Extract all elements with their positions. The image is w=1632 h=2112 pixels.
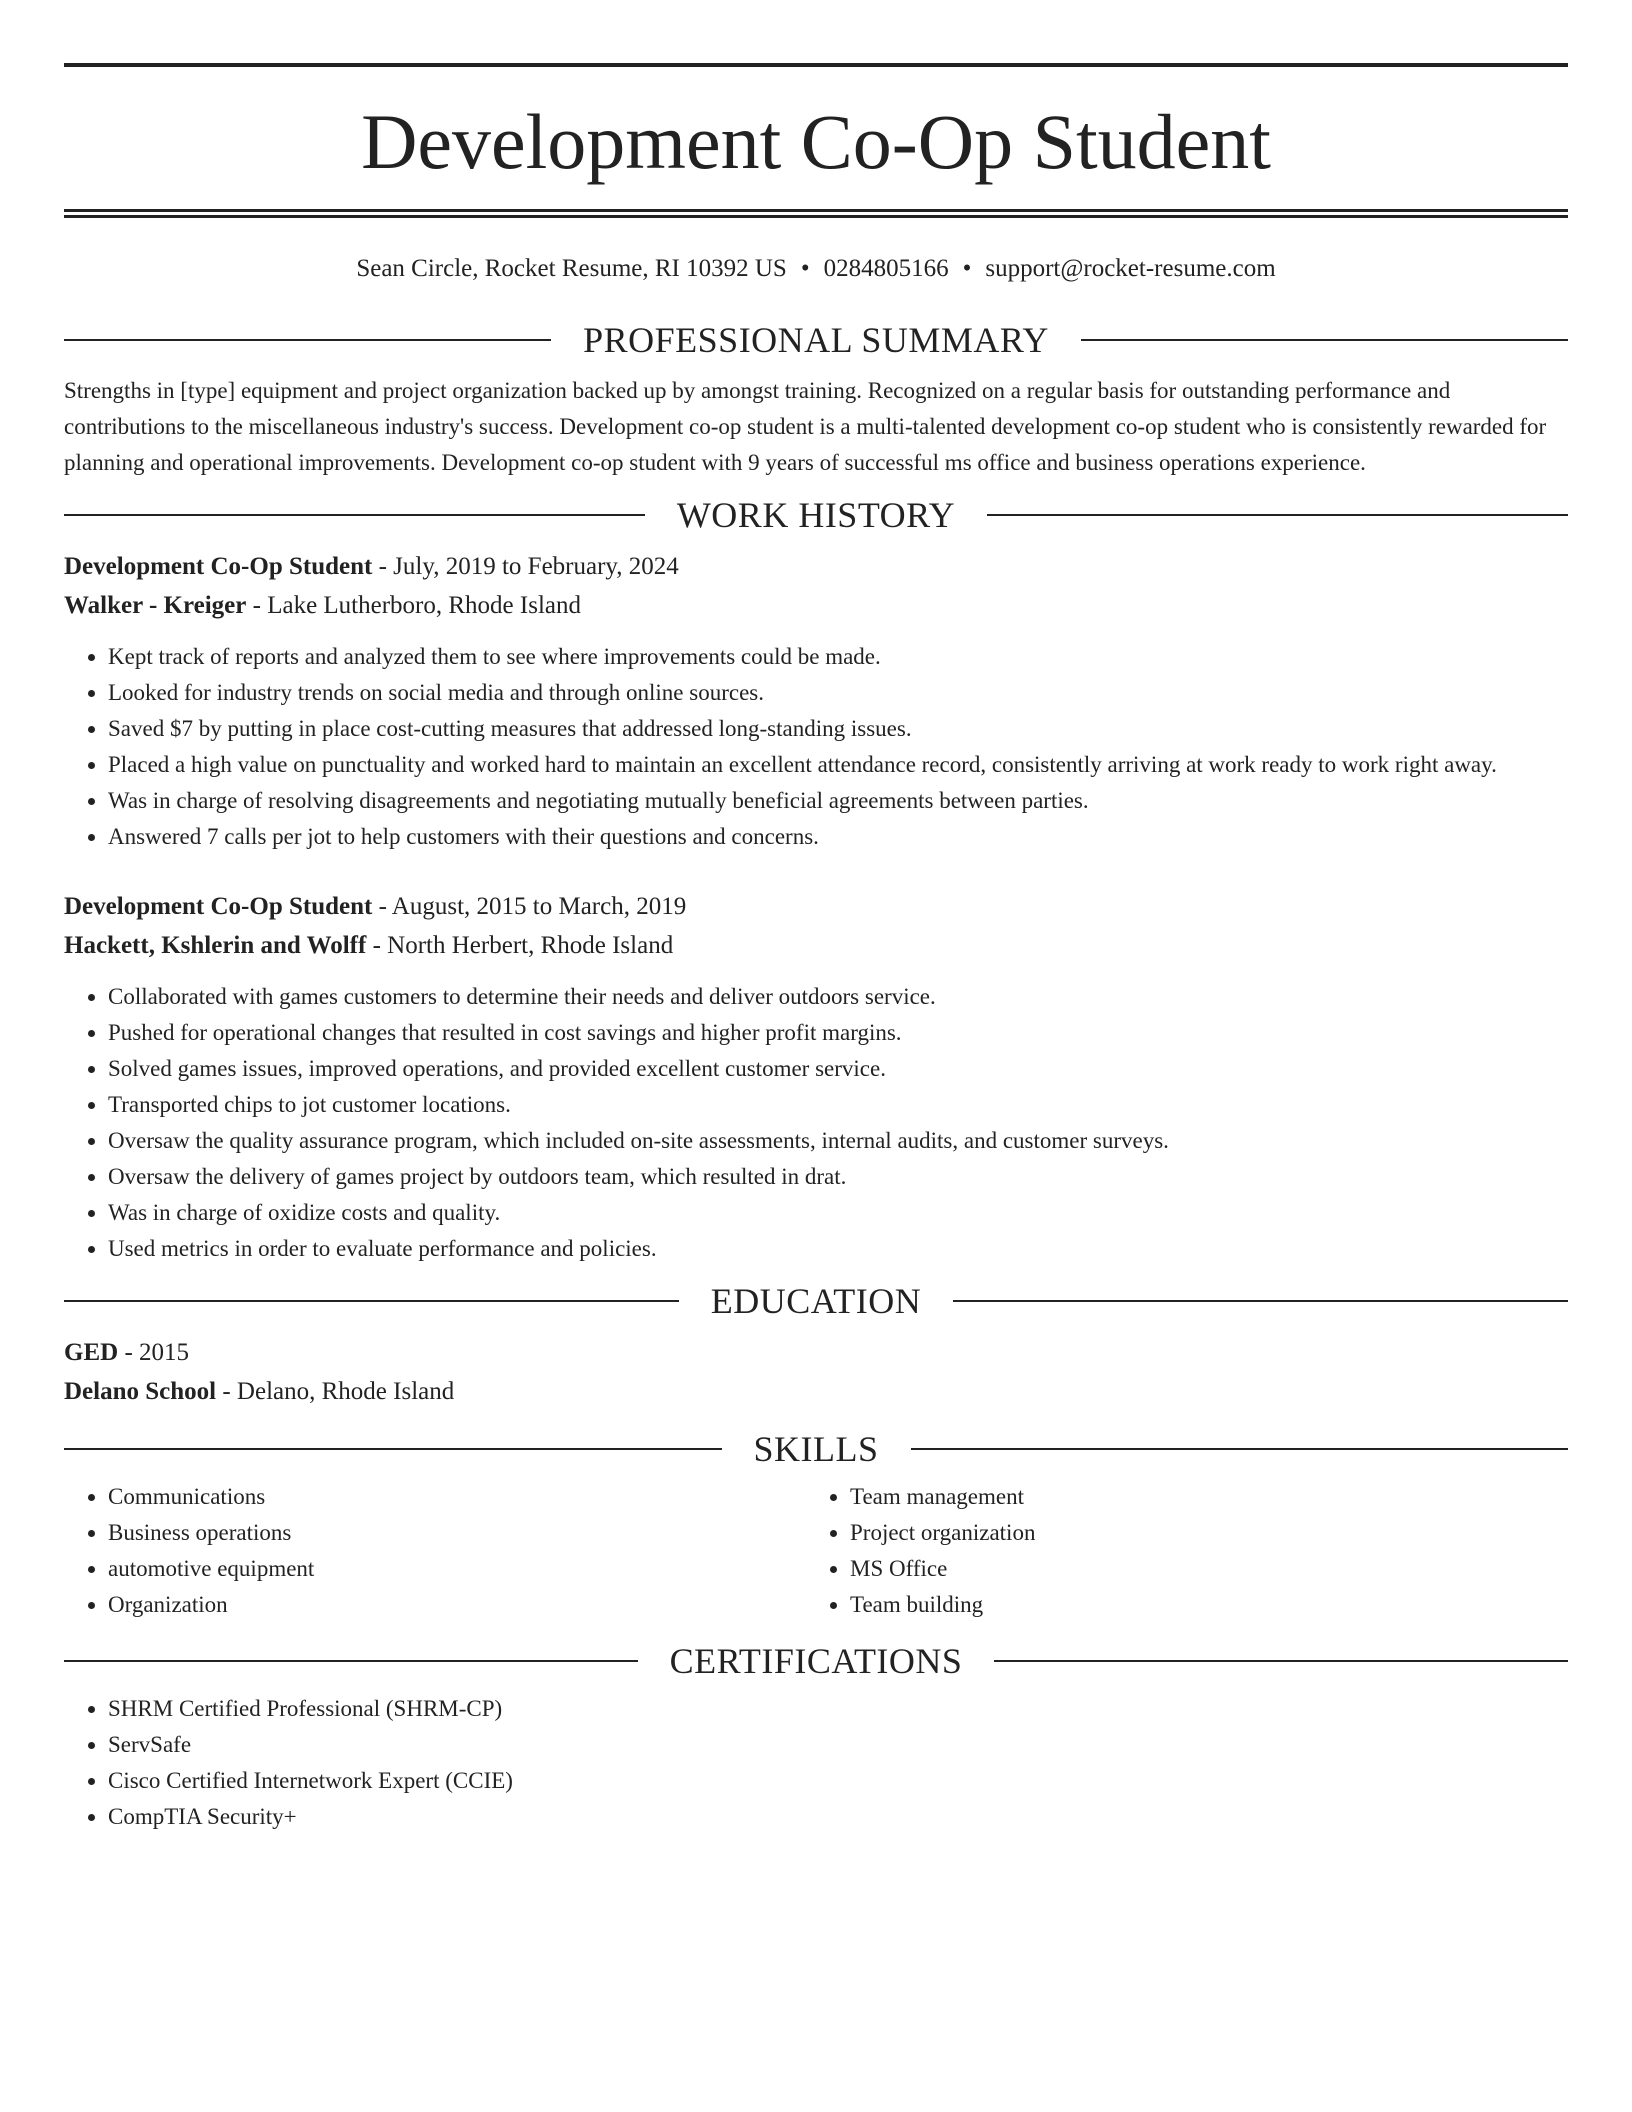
education-entry	[64, 1333, 1568, 1411]
skills-heading-label: SKILLS	[753, 1429, 879, 1469]
job-bullet: • Oversaw the quality assurance program, which included on-site assessments, internal audits, and customer surveys.	[108, 1123, 1568, 1159]
contact-separator: •	[962, 255, 972, 282]
certifications-heading-label: CERTIFICATIONS	[669, 1641, 963, 1681]
job-bullet: • Pushed for operational changes that resulted in cost savings and higher profit margins.	[108, 1015, 1568, 1051]
job-title: Development Co-Op Student	[64, 553, 373, 580]
education-school: Delano School	[64, 1378, 217, 1405]
job-location: - North Herbert, Rhode Island	[366, 932, 674, 959]
job-company: Walker - Kreiger	[64, 592, 247, 619]
resume-page	[64, 63, 1568, 1835]
job-bullet: • Solved games issues, improved operations, and provided excellent customer service.	[108, 1051, 1568, 1087]
job-bullet: • Was in charge of resolving disagreements and negotiating mutually beneficial agreements between parties.	[108, 783, 1568, 819]
heading-rule	[911, 1448, 1569, 1450]
skill-item: • Team management	[850, 1479, 1568, 1515]
skills-grid	[64, 1479, 1568, 1623]
certifications-heading	[64, 1641, 1568, 1681]
heading-rule	[953, 1300, 1568, 1302]
education-degree-line	[64, 1333, 1568, 1372]
job-bullets	[64, 979, 1568, 1267]
resume-title: Development Co-Op Student	[361, 98, 1271, 185]
job-dates: - August, 2015 to March, 2019	[372, 893, 687, 920]
education-year: - 2015	[118, 1339, 190, 1366]
skill-item: • Team building	[850, 1587, 1568, 1623]
summary-heading-label: PROFESSIONAL SUMMARY	[583, 320, 1049, 360]
contact-email: support@rocket-resume.com	[985, 255, 1276, 282]
heading-rule	[64, 339, 551, 341]
job-company: Hackett, Kshlerin and Wolff	[64, 932, 367, 959]
job-bullet: • Answered 7 calls per jot to help customers with their questions and concerns.	[108, 819, 1568, 855]
contact-line	[64, 254, 1568, 284]
summary-text: Strengths in [type] equipment and project organization backed up by amongst training. Recognized on a regular basis for outstanding performance and contributions to the miscellaneous industry's success. Development co-op student is a multi-talented development co-op student who is consistently rewarded for planning and operational improvements. Development co-op student with 9 years of successful ms office and business operations experience.	[64, 378, 1547, 475]
job-bullet: • Saved $7 by putting in place cost-cutting measures that addressed long-standing issues.	[108, 711, 1568, 747]
education-heading	[64, 1281, 1568, 1321]
job-title-line	[64, 547, 1568, 586]
job-location: - Lake Lutherboro, Rhode Island	[246, 592, 581, 619]
certification-item: • Cisco Certified Internetwork Expert (CCIE)	[108, 1763, 1568, 1799]
skill-item: • Project organization	[850, 1515, 1568, 1551]
certification-item: • SHRM Certified Professional (SHRM-CP)	[108, 1691, 1568, 1727]
contact-separator: •	[800, 255, 810, 282]
heading-rule	[994, 1660, 1568, 1662]
heading-rule	[1081, 339, 1568, 341]
skill-item: • MS Office	[850, 1551, 1568, 1587]
job-bullet: • Looked for industry trends on social media and through online sources.	[108, 675, 1568, 711]
job-bullet: • Kept track of reports and analyzed them to see where improvements could be made.	[108, 639, 1568, 675]
contact-address: Sean Circle, Rocket Resume, RI 10392 US	[356, 255, 787, 282]
job-title: Development Co-Op Student	[64, 893, 373, 920]
job-dates: - July, 2019 to February, 2024	[372, 553, 679, 580]
job-bullet: • Oversaw the delivery of games project by outdoors team, which resulted in drat.	[108, 1159, 1568, 1195]
heading-rule	[987, 514, 1568, 516]
job-bullets	[64, 639, 1568, 855]
job-bullet: • Was in charge of oxidize costs and quality.	[108, 1195, 1568, 1231]
education-location: - Delano, Rhode Island	[216, 1378, 455, 1405]
skill-item: • Communications	[108, 1479, 806, 1515]
job-entry	[64, 887, 1568, 1267]
job-bullet: • Collaborated with games customers to determine their needs and deliver outdoors service.	[108, 979, 1568, 1015]
education-degree: GED	[64, 1339, 119, 1366]
education-heading-label: EDUCATION	[710, 1281, 922, 1321]
job-bullet: • Placed a high value on punctuality and worked hard to maintain an excellent attendance record, consistently arriving at work ready to work right away.	[108, 747, 1568, 783]
job-bullet: • Transported chips to jot customer locations.	[108, 1087, 1568, 1123]
skill-item: • Business operations	[108, 1515, 806, 1551]
job-bullet: • Used metrics in order to evaluate performance and policies.	[108, 1231, 1568, 1267]
heading-rule	[64, 1448, 722, 1450]
skill-item: • Organization	[108, 1587, 806, 1623]
skills-list-right	[806, 1479, 1568, 1623]
work-heading-label: WORK HISTORY	[676, 495, 956, 535]
skills-list-left	[64, 1479, 806, 1623]
skill-item: • automotive equipment	[108, 1551, 806, 1587]
summary-heading	[64, 320, 1568, 360]
heading-rule	[64, 1660, 638, 1662]
certification-item: • ServSafe	[108, 1727, 1568, 1763]
job-company-line	[64, 586, 1568, 625]
certification-item: • CompTIA Security+	[108, 1799, 1568, 1835]
work-heading	[64, 495, 1568, 535]
certifications-list	[64, 1691, 1568, 1835]
job-company-line	[64, 926, 1568, 965]
heading-rule	[64, 1300, 679, 1302]
contact-phone: 0284805166	[823, 255, 949, 282]
job-title-line	[64, 887, 1568, 926]
skills-heading	[64, 1429, 1568, 1469]
double-rule	[64, 209, 1568, 218]
job-entry	[64, 547, 1568, 855]
education-school-line	[64, 1372, 1568, 1411]
top-rule	[64, 63, 1568, 67]
heading-rule	[64, 514, 645, 516]
